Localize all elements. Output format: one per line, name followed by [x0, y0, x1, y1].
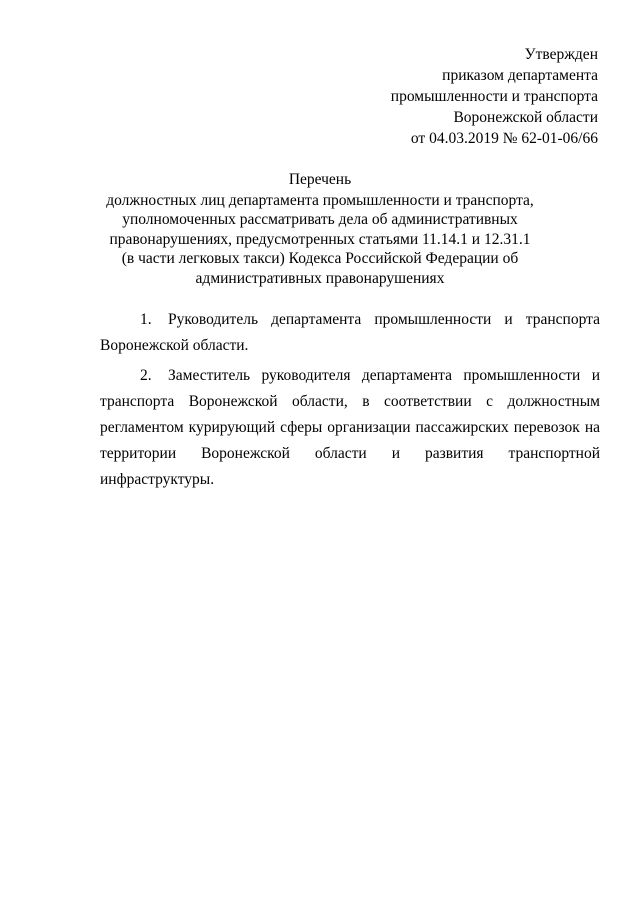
approval-line: Утвержден [524, 46, 598, 63]
list-item [100, 363, 600, 493]
list-item-text: Заместитель руководителя департамента промышленности и транспорта Воронежской области, в соответствии с должностным регламентом курирующий сферы организации пассажирских перевозок на территории Воронежской области и развития транспортной инфраструктуры. [100, 367, 600, 488]
approval-stamp [391, 44, 598, 149]
approval-line: приказом департамента [442, 67, 598, 84]
approval-order-reference: от 04.03.2019 № 62-01-06/66 [410, 130, 598, 147]
document-title [100, 170, 540, 288]
title-line: уполномоченных рассматривать дела об административных [122, 211, 518, 228]
list-item [100, 307, 600, 359]
list-item-number: 1. [140, 311, 152, 328]
title-line: административных правонарушениях [195, 269, 445, 287]
title-line: должностных лиц департамента промышленности и транспорта, [106, 191, 534, 209]
list-item-text: Руководитель департамента промышленности и транспорта Воронежской области. [100, 311, 600, 354]
list-item-number: 2. [140, 367, 152, 384]
officials-list [100, 307, 600, 497]
title-line: (в части легковых такси) Кодекса Российской Федерации об [121, 250, 519, 267]
title-heading: Перечень [288, 171, 352, 188]
title-line: правонарушениях, предусмотренных статьями 11.14.1 и 12.31.1 [109, 230, 531, 248]
approval-line: промышленности и транспорта [390, 88, 598, 105]
approval-line: Воронежской области [453, 109, 598, 126]
